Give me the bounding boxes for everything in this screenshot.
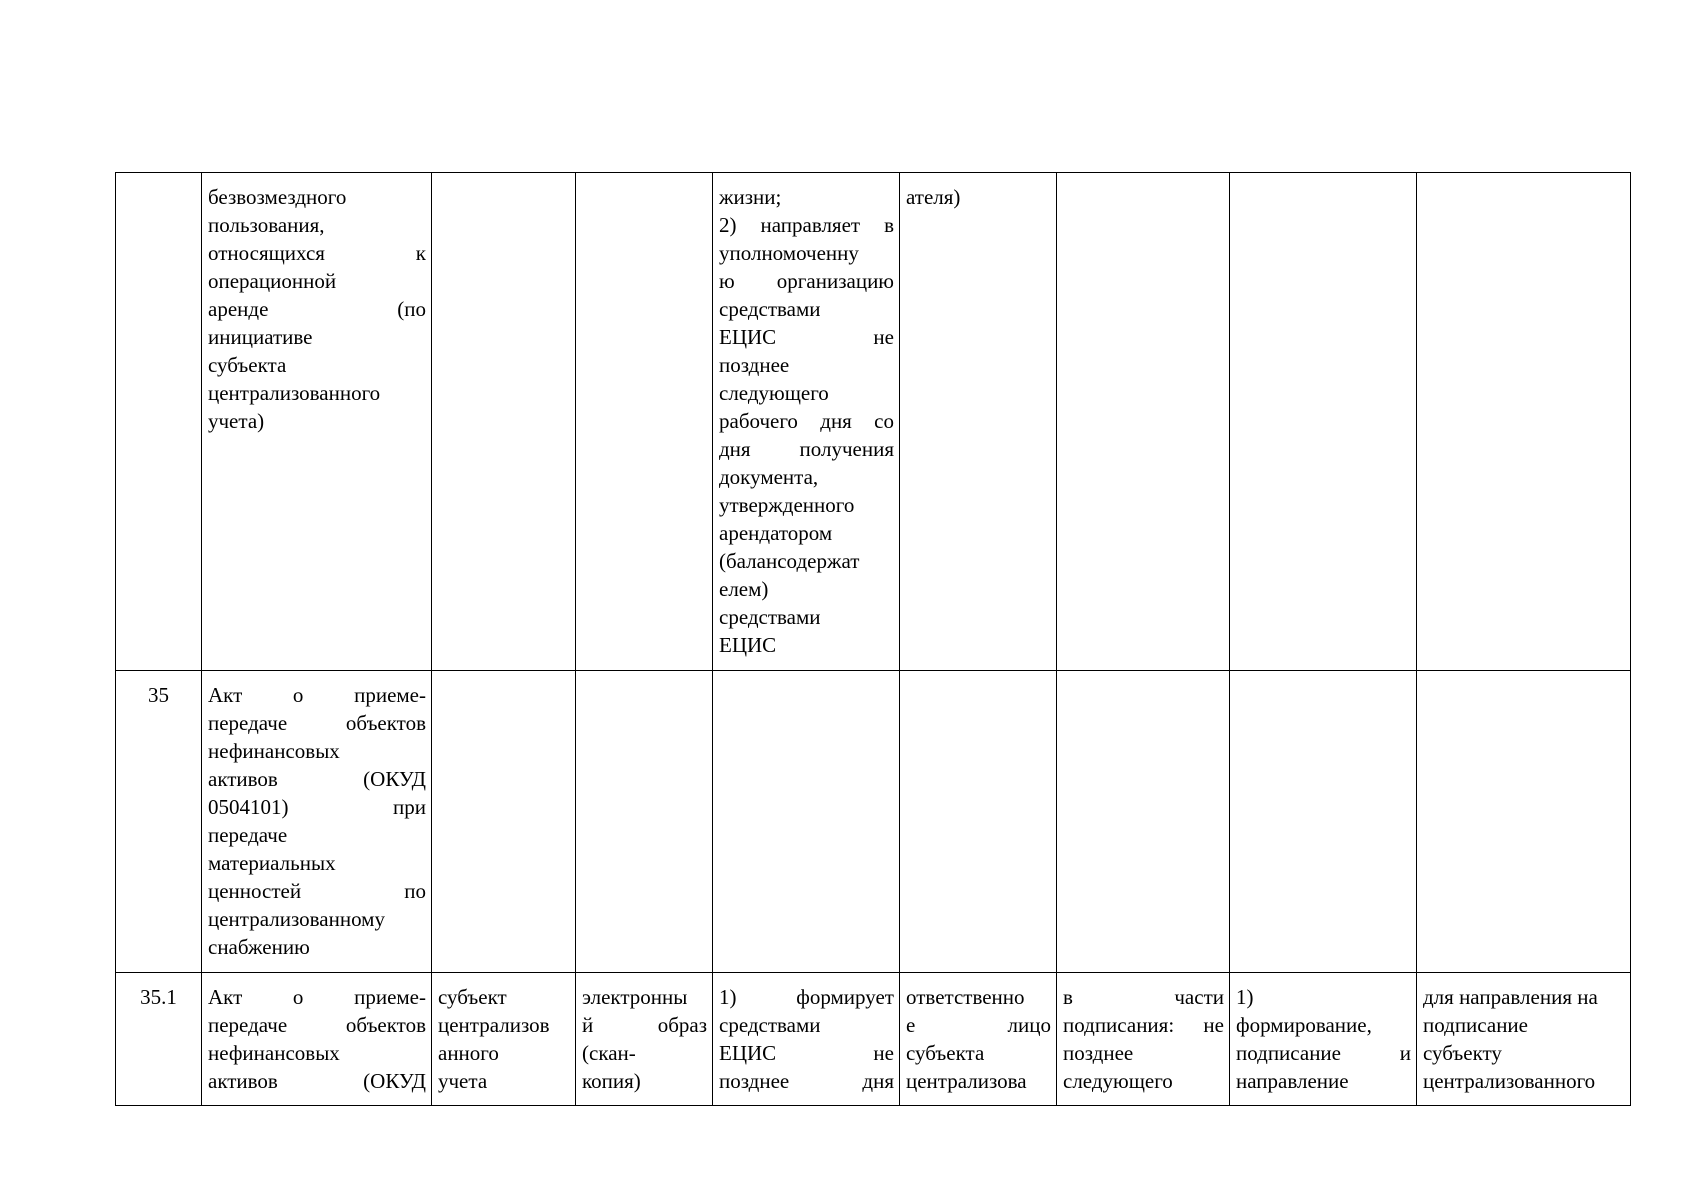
document-table (115, 172, 1631, 1106)
cell-text-line: субъекта (906, 1041, 985, 1065)
cell-text-line: безвозмездного (208, 185, 347, 209)
cell-text-line: формирование, (1236, 1013, 1372, 1037)
cell-text-line: ЕЦИС (719, 633, 777, 657)
cell-text-line: 35.1 (140, 985, 177, 1009)
cell-text-line: нефинансовых (208, 1041, 340, 1065)
table-cell (432, 671, 576, 973)
table-cell (432, 973, 576, 1106)
table-cell (713, 173, 900, 671)
cell-text-line: позднее (1063, 1041, 1134, 1065)
cell-text-line: следующего (719, 381, 829, 405)
table-cell (900, 973, 1057, 1106)
cell-text-line: (скан- (582, 1041, 636, 1065)
cell-text-line: рабочего дня со (719, 409, 894, 433)
cell-text-line: субъекта (208, 353, 287, 377)
cell-text-line: следующего (1063, 1069, 1173, 1093)
cell-text-line: позднее (719, 353, 790, 377)
cell-text-line: 1) формирует (719, 985, 894, 1009)
cell-text-line: арендатором (719, 521, 833, 545)
cell-text-line: 1) (1236, 985, 1254, 1009)
cell-text-line: ю организацию (719, 269, 894, 293)
cell-text-line: централизованного (208, 381, 381, 405)
table-row (116, 973, 1631, 1106)
cell-text-line: передаче объектов (208, 1013, 426, 1037)
table-cell (116, 671, 202, 973)
cell-text-line: позднее дня (719, 1069, 894, 1093)
cell-text-line: подписания: не (1063, 1013, 1224, 1037)
table-cell (202, 671, 432, 973)
table-cell (116, 173, 202, 671)
cell-text-line: снабжению (208, 935, 310, 959)
cell-text-line: ответственно (906, 985, 1025, 1009)
cell-text-line: активов (ОКУД (208, 767, 426, 791)
table-cell (202, 973, 432, 1106)
cell-text-line: для направления на (1423, 985, 1598, 1009)
cell-text-line: в части (1063, 985, 1224, 1009)
cell-text-line: инициативе (208, 325, 313, 349)
cell-text-line: передаче (208, 823, 288, 847)
cell-text-line: направление (1236, 1069, 1349, 1093)
cell-text-line: операционной (208, 269, 337, 293)
table-cell (1230, 671, 1417, 973)
cell-text-line: Акт о приеме- (208, 683, 426, 707)
table-cell (900, 173, 1057, 671)
table-cell (1230, 973, 1417, 1106)
cell-text-line: подписание и (1236, 1041, 1411, 1065)
table-row (116, 671, 1631, 973)
cell-text-line: пользования, (208, 213, 325, 237)
cell-text-line: копия) (582, 1069, 641, 1093)
cell-text-line: средствами (719, 297, 821, 321)
cell-text-line: документа, (719, 465, 819, 489)
cell-text-line: дня получения (719, 437, 894, 461)
table-cell (1057, 973, 1230, 1106)
cell-text-line: ателя) (906, 185, 961, 209)
cell-text-line: средствами (719, 1013, 821, 1037)
table-cell (116, 973, 202, 1106)
cell-text-line: е лицо (906, 1013, 1051, 1037)
table-cell (900, 671, 1057, 973)
cell-text-line: ценностей по (208, 879, 426, 903)
cell-text-line: анного (438, 1041, 499, 1065)
cell-text-line: утвержденного (719, 493, 855, 517)
cell-text-line: учета (438, 1069, 488, 1093)
cell-text-line: электронны (582, 985, 688, 1009)
table-cell (576, 173, 713, 671)
table-cell (202, 173, 432, 671)
cell-text-line: субъект (438, 985, 507, 1009)
cell-text-line: елем) (719, 577, 769, 601)
cell-text-line: средствами (719, 605, 821, 629)
cell-text-line: подписание (1423, 1013, 1528, 1037)
table-cell (1057, 173, 1230, 671)
cell-text-line: 0504101) при (208, 795, 426, 819)
table-cell (1417, 671, 1631, 973)
cell-text-line: материальных (208, 851, 336, 875)
cell-text-line: передаче объектов (208, 711, 426, 735)
table-cell (1057, 671, 1230, 973)
table-cell (713, 973, 900, 1106)
table-cell (1230, 173, 1417, 671)
cell-text-line: 35 (148, 683, 169, 707)
cell-text-line: учета) (208, 409, 265, 433)
cell-text-line: ЕЦИС не (719, 325, 894, 349)
cell-text-line: ЕЦИС не (719, 1041, 894, 1065)
cell-text-line: централизова (906, 1069, 1027, 1093)
cell-text-line: (балансодержат (719, 549, 860, 573)
table-cell (576, 671, 713, 973)
table-row (116, 173, 1631, 671)
table-cell (1417, 973, 1631, 1106)
cell-text-line: 2) направляет в (719, 213, 894, 237)
cell-text-line: активов (ОКУД (208, 1069, 426, 1093)
cell-text-line: Акт о приеме- (208, 985, 426, 1009)
cell-text-line: й образ (582, 1013, 707, 1037)
cell-text-line: жизни; (719, 185, 782, 209)
cell-text-line: централизованного (1423, 1069, 1596, 1093)
cell-text-line: нефинансовых (208, 739, 340, 763)
table-cell (1417, 173, 1631, 671)
table-cell (432, 173, 576, 671)
cell-text-line: централизованному (208, 907, 385, 931)
table-cell (576, 973, 713, 1106)
cell-text-line: аренде (по (208, 297, 426, 321)
table-cell (713, 671, 900, 973)
cell-text-line: относящихся к (208, 241, 426, 265)
cell-text-line: субъекту (1423, 1041, 1502, 1065)
cell-text-line: уполномоченну (719, 241, 859, 265)
cell-text-line: централизов (438, 1013, 550, 1037)
